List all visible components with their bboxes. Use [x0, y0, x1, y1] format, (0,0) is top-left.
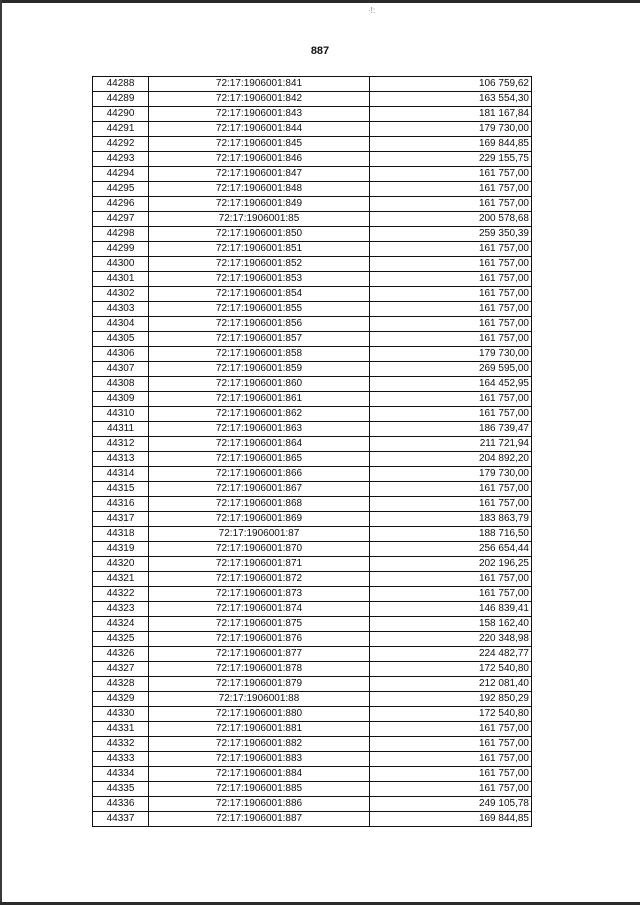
cadastral-number-cell: 72:17:1906001:850	[149, 227, 370, 242]
row-number-cell: 44295	[93, 182, 149, 197]
cadastral-number-cell: 72:17:1906001:858	[149, 347, 370, 362]
cadastral-number-cell: 72:17:1906001:856	[149, 317, 370, 332]
cadastral-number-cell: 72:17:1906001:852	[149, 257, 370, 272]
cadastral-number-cell: 72:17:1906001:845	[149, 137, 370, 152]
row-number-cell: 44324	[93, 617, 149, 632]
cadastral-number-cell: 72:17:1906001:877	[149, 647, 370, 662]
row-number-cell: 44320	[93, 557, 149, 572]
amount-cell: 192 850,29	[370, 692, 532, 707]
cadastral-number-cell: 72:17:1906001:854	[149, 287, 370, 302]
table-row	[93, 812, 532, 827]
table-row	[93, 647, 532, 662]
table-row	[93, 107, 532, 122]
table-row	[93, 797, 532, 812]
table-row	[93, 317, 532, 332]
cadastral-number-cell: 72:17:1906001:855	[149, 302, 370, 317]
amount-cell: 161 757,00	[370, 182, 532, 197]
row-number-cell: 44300	[93, 257, 149, 272]
amount-cell: 161 757,00	[370, 752, 532, 767]
cadastral-number-cell: 72:17:1906001:876	[149, 632, 370, 647]
cadastral-number-cell: 72:17:1906001:867	[149, 482, 370, 497]
table-row	[93, 557, 532, 572]
table-row	[93, 497, 532, 512]
cadastral-number-cell: 72:17:1906001:847	[149, 167, 370, 182]
amount-cell: 212 081,40	[370, 677, 532, 692]
cadastral-number-cell: 72:17:1906001:860	[149, 377, 370, 392]
row-number-cell: 44290	[93, 107, 149, 122]
table-row	[93, 332, 532, 347]
cadastral-number-cell: 72:17:1906001:87	[149, 527, 370, 542]
row-number-cell: 44307	[93, 362, 149, 377]
cadastral-number-cell: 72:17:1906001:879	[149, 677, 370, 692]
amount-cell: 179 730,00	[370, 467, 532, 482]
cadastral-number-cell: 72:17:1906001:866	[149, 467, 370, 482]
amount-cell: 161 757,00	[370, 782, 532, 797]
table-row	[93, 377, 532, 392]
amount-cell: 249 105,78	[370, 797, 532, 812]
row-number-cell: 44297	[93, 212, 149, 227]
row-number-cell: 44325	[93, 632, 149, 647]
row-number-cell: 44323	[93, 602, 149, 617]
table-row	[93, 662, 532, 677]
table-row	[93, 422, 532, 437]
amount-cell: 269 595,00	[370, 362, 532, 377]
cadastral-number-cell: 72:17:1906001:869	[149, 512, 370, 527]
row-number-cell: 44298	[93, 227, 149, 242]
table-row	[93, 782, 532, 797]
table-row	[93, 212, 532, 227]
cadastral-number-cell: 72:17:1906001:881	[149, 722, 370, 737]
cadastral-number-cell: 72:17:1906001:865	[149, 452, 370, 467]
amount-cell: 229 155,75	[370, 152, 532, 167]
amount-cell: 161 757,00	[370, 722, 532, 737]
register-table	[92, 76, 532, 827]
table-row	[93, 347, 532, 362]
row-number-cell: 44296	[93, 197, 149, 212]
table-row	[93, 752, 532, 767]
amount-cell: 172 540,80	[370, 662, 532, 677]
row-number-cell: 44319	[93, 542, 149, 557]
row-number-cell: 44299	[93, 242, 149, 257]
amount-cell: 161 757,00	[370, 242, 532, 257]
table-row	[93, 392, 532, 407]
cadastral-number-cell: 72:17:1906001:842	[149, 92, 370, 107]
row-number-cell: 44330	[93, 707, 149, 722]
amount-cell: 224 482,77	[370, 647, 532, 662]
amount-cell: 181 167,84	[370, 107, 532, 122]
amount-cell: 220 348,98	[370, 632, 532, 647]
row-number-cell: 44291	[93, 122, 149, 137]
amount-cell: 169 844,85	[370, 137, 532, 152]
row-number-cell: 44335	[93, 782, 149, 797]
register-body	[93, 77, 532, 827]
amount-cell: 161 757,00	[370, 587, 532, 602]
row-number-cell: 44332	[93, 737, 149, 752]
amount-cell: 161 757,00	[370, 317, 532, 332]
cadastral-number-cell: 72:17:1906001:880	[149, 707, 370, 722]
cadastral-number-cell: 72:17:1906001:883	[149, 752, 370, 767]
table-row	[93, 137, 532, 152]
table-row	[93, 302, 532, 317]
amount-cell: 161 757,00	[370, 197, 532, 212]
amount-cell: 161 757,00	[370, 392, 532, 407]
cadastral-number-cell: 72:17:1906001:859	[149, 362, 370, 377]
amount-cell: 161 757,00	[370, 407, 532, 422]
row-number-cell: 44288	[93, 77, 149, 92]
cadastral-number-cell: 72:17:1906001:884	[149, 767, 370, 782]
cadastral-number-cell: 72:17:1906001:861	[149, 392, 370, 407]
row-number-cell: 44329	[93, 692, 149, 707]
table-row	[93, 767, 532, 782]
row-number-cell: 44331	[93, 722, 149, 737]
amount-cell: 163 554,30	[370, 92, 532, 107]
table-row	[93, 77, 532, 92]
cadastral-number-cell: 72:17:1906001:872	[149, 572, 370, 587]
table-row	[93, 152, 532, 167]
row-number-cell: 44321	[93, 572, 149, 587]
cadastral-number-cell: 72:17:1906001:857	[149, 332, 370, 347]
table-row	[93, 572, 532, 587]
row-number-cell: 44293	[93, 152, 149, 167]
row-number-cell: 44328	[93, 677, 149, 692]
amount-cell: 188 716,50	[370, 527, 532, 542]
table-row	[93, 602, 532, 617]
row-number-cell: 44309	[93, 392, 149, 407]
row-number-cell: 44289	[93, 92, 149, 107]
row-number-cell: 44301	[93, 272, 149, 287]
row-number-cell: 44327	[93, 662, 149, 677]
table-row	[93, 467, 532, 482]
cadastral-number-cell: 72:17:1906001:874	[149, 602, 370, 617]
cadastral-number-cell: 72:17:1906001:875	[149, 617, 370, 632]
amount-cell: 256 654,44	[370, 542, 532, 557]
scan-edge-left	[0, 0, 2, 905]
amount-cell: 158 162,40	[370, 617, 532, 632]
page-number: 887	[310, 45, 330, 57]
amount-cell: 161 757,00	[370, 257, 532, 272]
row-number-cell: 44294	[93, 167, 149, 182]
cadastral-number-cell: 72:17:1906001:871	[149, 557, 370, 572]
cadastral-number-cell: 72:17:1906001:848	[149, 182, 370, 197]
row-number-cell: 44333	[93, 752, 149, 767]
row-number-cell: 44313	[93, 452, 149, 467]
scan-mark: ·!:	[368, 6, 376, 15]
amount-cell: 161 757,00	[370, 302, 532, 317]
row-number-cell: 44303	[93, 302, 149, 317]
table-row	[93, 512, 532, 527]
cadastral-number-cell: 72:17:1906001:851	[149, 242, 370, 257]
cadastral-number-cell: 72:17:1906001:882	[149, 737, 370, 752]
table-row	[93, 407, 532, 422]
table-row	[93, 92, 532, 107]
amount-cell: 161 757,00	[370, 167, 532, 182]
amount-cell: 164 452,95	[370, 377, 532, 392]
amount-cell: 169 844,85	[370, 812, 532, 827]
amount-cell: 106 759,62	[370, 77, 532, 92]
table-row	[93, 362, 532, 377]
table-row	[93, 692, 532, 707]
row-number-cell: 44306	[93, 347, 149, 362]
amount-cell: 161 757,00	[370, 737, 532, 752]
amount-cell: 161 757,00	[370, 332, 532, 347]
cadastral-number-cell: 72:17:1906001:843	[149, 107, 370, 122]
amount-cell: 161 757,00	[370, 497, 532, 512]
amount-cell: 161 757,00	[370, 572, 532, 587]
row-number-cell: 44315	[93, 482, 149, 497]
table-row	[93, 617, 532, 632]
scan-edge-top	[0, 0, 640, 3]
amount-cell: 259 350,39	[370, 227, 532, 242]
row-number-cell: 44311	[93, 422, 149, 437]
row-number-cell: 44292	[93, 137, 149, 152]
cadastral-number-cell: 72:17:1906001:878	[149, 662, 370, 677]
row-number-cell: 44322	[93, 587, 149, 602]
row-number-cell: 44337	[93, 812, 149, 827]
amount-cell: 161 757,00	[370, 767, 532, 782]
row-number-cell: 44314	[93, 467, 149, 482]
table-row	[93, 437, 532, 452]
table-row	[93, 722, 532, 737]
table-row	[93, 272, 532, 287]
table-row	[93, 167, 532, 182]
cadastral-number-cell: 72:17:1906001:844	[149, 122, 370, 137]
table-row	[93, 737, 532, 752]
cadastral-number-cell: 72:17:1906001:887	[149, 812, 370, 827]
row-number-cell: 44318	[93, 527, 149, 542]
amount-cell: 179 730,00	[370, 347, 532, 362]
amount-cell: 202 196,25	[370, 557, 532, 572]
table-row	[93, 452, 532, 467]
table-row	[93, 482, 532, 497]
cadastral-number-cell: 72:17:1906001:873	[149, 587, 370, 602]
table-row	[93, 287, 532, 302]
row-number-cell: 44310	[93, 407, 149, 422]
table-row	[93, 542, 532, 557]
table-row	[93, 257, 532, 272]
table-row	[93, 242, 532, 257]
row-number-cell: 44308	[93, 377, 149, 392]
row-number-cell: 44334	[93, 767, 149, 782]
row-number-cell: 44326	[93, 647, 149, 662]
cadastral-number-cell: 72:17:1906001:864	[149, 437, 370, 452]
table-row	[93, 707, 532, 722]
row-number-cell: 44305	[93, 332, 149, 347]
table-row	[93, 182, 532, 197]
cadastral-number-cell: 72:17:1906001:870	[149, 542, 370, 557]
amount-cell: 179 730,00	[370, 122, 532, 137]
table-row	[93, 197, 532, 212]
table-row	[93, 587, 532, 602]
cadastral-number-cell: 72:17:1906001:868	[149, 497, 370, 512]
cadastral-number-cell: 72:17:1906001:886	[149, 797, 370, 812]
cadastral-number-cell: 72:17:1906001:885	[149, 782, 370, 797]
amount-cell: 161 757,00	[370, 287, 532, 302]
cadastral-number-cell: 72:17:1906001:841	[149, 77, 370, 92]
row-number-cell: 44336	[93, 797, 149, 812]
cadastral-number-cell: 72:17:1906001:846	[149, 152, 370, 167]
row-number-cell: 44304	[93, 317, 149, 332]
amount-cell: 146 839,41	[370, 602, 532, 617]
cadastral-number-cell: 72:17:1906001:862	[149, 407, 370, 422]
amount-cell: 161 757,00	[370, 272, 532, 287]
table-row	[93, 227, 532, 242]
table-row	[93, 632, 532, 647]
cadastral-number-cell: 72:17:1906001:88	[149, 692, 370, 707]
amount-cell: 161 757,00	[370, 482, 532, 497]
cadastral-number-cell: 72:17:1906001:853	[149, 272, 370, 287]
amount-cell: 204 892,20	[370, 452, 532, 467]
amount-cell: 172 540,80	[370, 707, 532, 722]
table-row	[93, 677, 532, 692]
table-row	[93, 527, 532, 542]
row-number-cell: 44317	[93, 512, 149, 527]
cadastral-number-cell: 72:17:1906001:863	[149, 422, 370, 437]
cadastral-number-cell: 72:17:1906001:849	[149, 197, 370, 212]
amount-cell: 183 863,79	[370, 512, 532, 527]
row-number-cell: 44316	[93, 497, 149, 512]
amount-cell: 186 739,47	[370, 422, 532, 437]
amount-cell: 200 578,68	[370, 212, 532, 227]
amount-cell: 211 721,94	[370, 437, 532, 452]
row-number-cell: 44302	[93, 287, 149, 302]
table-row	[93, 122, 532, 137]
row-number-cell: 44312	[93, 437, 149, 452]
cadastral-number-cell: 72:17:1906001:85	[149, 212, 370, 227]
